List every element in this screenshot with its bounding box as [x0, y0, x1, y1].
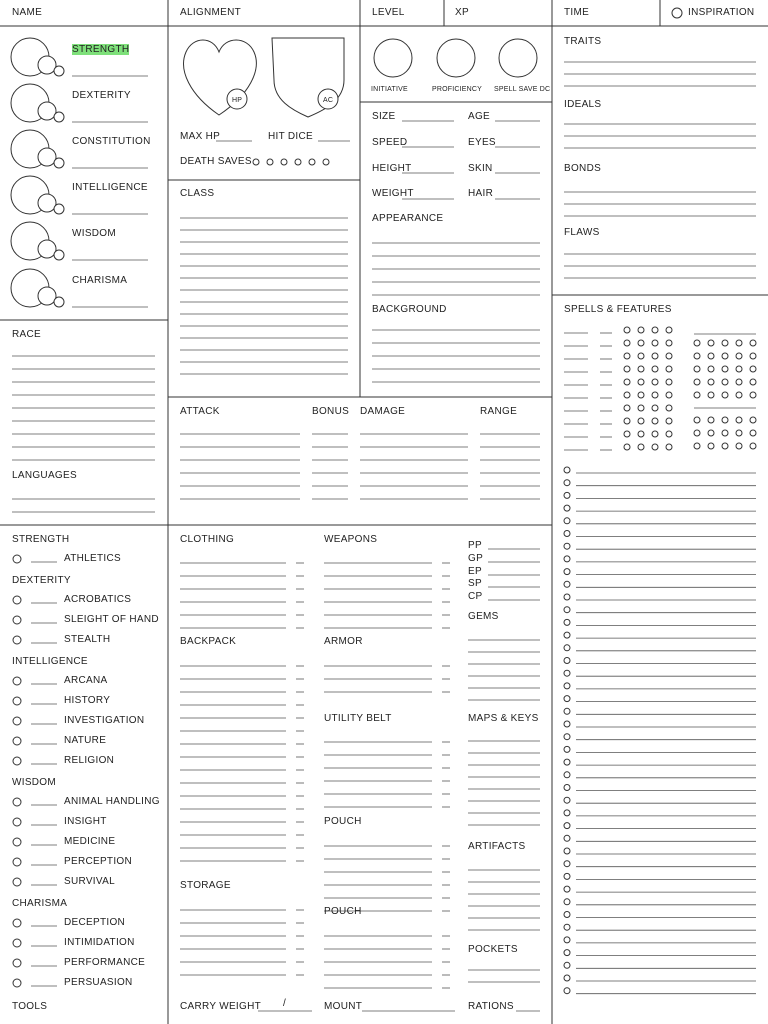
spell-prepared-circle[interactable]: [564, 975, 570, 981]
attack-label: ATTACK: [180, 406, 220, 417]
spell-prepared-circle[interactable]: [564, 772, 570, 778]
spell-prepared-circle[interactable]: [564, 924, 570, 930]
spell-slot-circle[interactable]: [722, 379, 728, 385]
inspiration-checkbox[interactable]: [672, 8, 682, 18]
spell-prepared-circle[interactable]: [564, 581, 570, 587]
spell-prepared-circle[interactable]: [564, 531, 570, 537]
spell-slot-circle[interactable]: [638, 366, 644, 372]
spell-slot-circle[interactable]: [750, 379, 756, 385]
spell-prepared-circle[interactable]: [564, 467, 570, 473]
clothing-label: CLOTHING: [180, 534, 235, 545]
spell-slot-circle[interactable]: [666, 392, 672, 398]
spell-prepared-circle[interactable]: [564, 734, 570, 740]
skin-label: SKIN: [468, 163, 493, 174]
coin-gp: GP: [468, 553, 484, 564]
spell-prepared-circle[interactable]: [564, 492, 570, 498]
ability-modifier-circle: [38, 194, 56, 212]
spell-slot-circle[interactable]: [736, 417, 742, 423]
skill-group-wisdom: WISDOM: [12, 777, 57, 788]
spell-prepared-circle[interactable]: [564, 797, 570, 803]
level-label: LEVEL: [372, 7, 405, 18]
age-label: AGE: [468, 111, 491, 122]
background-label: BACKGROUND: [372, 304, 447, 315]
ability-modifier-circle: [38, 102, 56, 120]
hp-label: HP: [232, 97, 243, 104]
ability-intelligence: INTELLIGENCE: [72, 182, 148, 193]
spell-slot-circle[interactable]: [736, 443, 742, 449]
carry-weight-separator: /: [283, 998, 287, 1009]
initiative-circle: [374, 39, 412, 77]
skill-proficiency-circle[interactable]: [13, 717, 21, 725]
skill-proficiency-circle[interactable]: [13, 636, 21, 644]
maps-keys-label: MAPS & KEYS: [468, 713, 539, 724]
skill-deception: DECEPTION: [64, 917, 126, 928]
spell-prepared-circle[interactable]: [564, 696, 570, 702]
skill-proficiency-circle[interactable]: [13, 838, 21, 846]
skill-acrobatics: ACROBATICS: [64, 594, 132, 605]
spell-slot-circle[interactable]: [666, 379, 672, 385]
spell-slot-circle[interactable]: [722, 430, 728, 436]
class-label: CLASS: [180, 188, 215, 199]
xp-label: XP: [455, 7, 469, 18]
spell-prepared-circle[interactable]: [564, 658, 570, 664]
spell-prepared-circle[interactable]: [564, 594, 570, 600]
spell-slot-circle[interactable]: [638, 431, 644, 437]
spell-slot-circle[interactable]: [624, 366, 630, 372]
spell-slot-circle[interactable]: [750, 366, 756, 372]
spell-slot-circle[interactable]: [694, 353, 700, 359]
spell-slot-circle[interactable]: [694, 443, 700, 449]
flaws-label: FLAWS: [564, 227, 600, 238]
ability-charisma: CHARISMA: [72, 275, 128, 286]
spell-slot-circle[interactable]: [708, 353, 714, 359]
spell-slot-circle[interactable]: [638, 327, 644, 333]
spell-prepared-circle[interactable]: [564, 607, 570, 613]
spell-slot-circle[interactable]: [624, 327, 630, 333]
spell-prepared-circle[interactable]: [564, 988, 570, 994]
spell-slot-circle[interactable]: [638, 340, 644, 346]
skill-insight: INSIGHT: [64, 816, 107, 827]
max-hp-label: MAX HP: [180, 131, 221, 142]
weight-label: WEIGHT: [372, 188, 414, 199]
spell-slot-circle[interactable]: [624, 379, 630, 385]
spell-slot-circle[interactable]: [638, 379, 644, 385]
skill-arcana: ARCANA: [64, 675, 108, 686]
skill-proficiency-circle[interactable]: [13, 697, 21, 705]
ability-save-circle: [54, 112, 64, 122]
spell-slot-circle[interactable]: [624, 340, 630, 346]
backpack-label: BACKPACK: [180, 636, 237, 647]
spell-slot-circle[interactable]: [666, 340, 672, 346]
ability-modifier-circle: [38, 240, 56, 258]
skill-group-strength: STRENGTH: [12, 534, 70, 545]
death-saves-label: DEATH SAVES: [180, 156, 252, 167]
skill-group-charisma: CHARISMA: [12, 898, 68, 909]
spell-slot-circle[interactable]: [708, 392, 714, 398]
spell-prepared-circle[interactable]: [564, 480, 570, 486]
spell-save-label: SPELL SAVE DC: [494, 86, 551, 93]
spell-prepared-circle[interactable]: [564, 950, 570, 956]
spell-prepared-circle[interactable]: [564, 569, 570, 575]
death-save-circle[interactable]: [253, 159, 259, 165]
spell-slot-circle[interactable]: [708, 430, 714, 436]
skill-intimidation: INTIMIDATION: [64, 937, 135, 948]
ability-constitution: CONSTITUTION: [72, 136, 151, 147]
spell-prepared-circle[interactable]: [564, 505, 570, 511]
spell-prepared-circle[interactable]: [564, 683, 570, 689]
skill-group-dexterity: DEXTERITY: [12, 575, 71, 586]
bonds-label: BONDS: [564, 163, 602, 174]
spell-slot-circle[interactable]: [750, 353, 756, 359]
spell-slot-circle[interactable]: [736, 353, 742, 359]
ideals-label: IDEALS: [564, 99, 602, 110]
time-label: TIME: [564, 7, 590, 18]
spell-slot-circle[interactable]: [638, 418, 644, 424]
spell-slot-circle[interactable]: [722, 340, 728, 346]
spell-prepared-circle[interactable]: [564, 632, 570, 638]
spell-prepared-circle[interactable]: [564, 518, 570, 524]
storage-label: STORAGE: [180, 880, 231, 891]
spell-slot-circle[interactable]: [652, 353, 658, 359]
skill-proficiency-circle[interactable]: [13, 818, 21, 826]
ability-save-circle: [54, 204, 64, 214]
skill-perception: PERCEPTION: [64, 856, 133, 867]
spell-slot-circle[interactable]: [694, 417, 700, 423]
spell-prepared-circle[interactable]: [564, 670, 570, 676]
skill-religion: RELIGION: [64, 755, 115, 766]
spell-slot-circle[interactable]: [666, 418, 672, 424]
skill-proficiency-circle[interactable]: [13, 878, 21, 886]
skill-medicine: MEDICINE: [64, 836, 116, 847]
skill-proficiency-circle[interactable]: [13, 939, 21, 947]
spell-slot-circle[interactable]: [666, 444, 672, 450]
rations-label: RATIONS: [468, 1001, 514, 1012]
spell-slot-circle[interactable]: [722, 366, 728, 372]
pockets-label: POCKETS: [468, 944, 518, 955]
spell-slot-circle[interactable]: [624, 405, 630, 411]
skill-proficiency-circle[interactable]: [13, 757, 21, 765]
spell-slot-circle[interactable]: [652, 379, 658, 385]
range-label: RANGE: [480, 406, 518, 417]
spell-slot-circle[interactable]: [736, 392, 742, 398]
spell-slot-circle[interactable]: [722, 417, 728, 423]
ability-modifier-circle: [38, 148, 56, 166]
ability-save-circle: [54, 250, 64, 260]
ability-wisdom: WISDOM: [72, 228, 117, 239]
carry-weight-label: CARRY WEIGHT: [180, 1001, 262, 1012]
skill-investigation: INVESTIGATION: [64, 715, 145, 726]
ability-dexterity: DEXTERITY: [72, 90, 131, 101]
spell-slot-circle[interactable]: [694, 366, 700, 372]
spell-prepared-circle[interactable]: [564, 785, 570, 791]
mount-label: MOUNT: [324, 1001, 363, 1012]
skill-proficiency-circle[interactable]: [13, 737, 21, 745]
spell-prepared-circle[interactable]: [564, 861, 570, 867]
skill-stealth: STEALTH: [64, 634, 111, 645]
spell-prepared-circle[interactable]: [564, 759, 570, 765]
proficiency-circle: [437, 39, 475, 77]
height-label: HEIGHT: [372, 163, 412, 174]
skill-proficiency-circle[interactable]: [13, 677, 21, 685]
pouch-label-1: POUCH: [324, 816, 362, 827]
ability-modifier-circle: [38, 56, 56, 74]
spell-slot-circle[interactable]: [722, 443, 728, 449]
spell-slot-circle[interactable]: [652, 444, 658, 450]
spell-slot-circle[interactable]: [624, 418, 630, 424]
hair-label: HAIR: [468, 188, 494, 199]
spell-prepared-circle[interactable]: [564, 810, 570, 816]
armor-label: ARMOR: [324, 636, 363, 647]
spell-slot-circle[interactable]: [736, 340, 742, 346]
spell-slot-circle[interactable]: [666, 366, 672, 372]
spell-slot-circle[interactable]: [666, 353, 672, 359]
death-save-circle[interactable]: [267, 159, 273, 165]
ability-modifier-circle: [38, 287, 56, 305]
spell-slot-circle[interactable]: [708, 443, 714, 449]
eyes-label: EYES: [468, 137, 496, 148]
skill-group-intelligence: INTELLIGENCE: [12, 656, 88, 667]
skill-proficiency-circle[interactable]: [13, 979, 21, 987]
race-label: RACE: [12, 329, 41, 340]
spell-slot-circle[interactable]: [736, 366, 742, 372]
weapons-label: WEAPONS: [324, 534, 378, 545]
ability-save-circle: [54, 66, 64, 76]
coin-ep: EP: [468, 566, 482, 577]
tools-label: TOOLS: [12, 1001, 48, 1012]
skill-proficiency-circle[interactable]: [13, 959, 21, 967]
spell-prepared-circle[interactable]: [564, 937, 570, 943]
death-save-circle[interactable]: [323, 159, 329, 165]
spell-slot-circle[interactable]: [652, 405, 658, 411]
spell-slot-circle[interactable]: [750, 430, 756, 436]
spell-slot-circle[interactable]: [624, 392, 630, 398]
skill-athletics: ATHLETICS: [64, 553, 121, 564]
spell-prepared-circle[interactable]: [564, 556, 570, 562]
inspiration-label: INSPIRATION: [688, 7, 755, 18]
spell-prepared-circle[interactable]: [564, 823, 570, 829]
initiative-label: INITIATIVE: [371, 86, 408, 93]
gems-label: GEMS: [468, 611, 499, 622]
coin-sp: SP: [468, 578, 482, 589]
spell-prepared-circle[interactable]: [564, 619, 570, 625]
skill-proficiency-circle[interactable]: [13, 616, 21, 624]
spell-prepared-circle[interactable]: [564, 962, 570, 968]
spell-slot-circle[interactable]: [708, 340, 714, 346]
spell-slot-circle[interactable]: [750, 417, 756, 423]
pouch-label-2: POUCH: [324, 906, 362, 917]
spell-slot-circle[interactable]: [652, 392, 658, 398]
skill-nature: NATURE: [64, 735, 107, 746]
speed-label: SPEED: [372, 137, 408, 148]
spell-prepared-circle[interactable]: [564, 899, 570, 905]
spell-slot-circle[interactable]: [652, 327, 658, 333]
damage-label: DAMAGE: [360, 406, 406, 417]
spell-slot-circle[interactable]: [638, 444, 644, 450]
skill-survival: SURVIVAL: [64, 876, 115, 887]
spell-prepared-circle[interactable]: [564, 708, 570, 714]
skill-proficiency-circle[interactable]: [13, 919, 21, 927]
spell-slot-circle[interactable]: [666, 327, 672, 333]
spell-slot-circle[interactable]: [666, 405, 672, 411]
death-save-circle[interactable]: [309, 159, 315, 165]
skill-persuasion: PERSUASION: [64, 977, 133, 988]
spell-slot-circle[interactable]: [736, 379, 742, 385]
skill-proficiency-circle[interactable]: [13, 596, 21, 604]
coin-cp: CP: [468, 591, 483, 602]
ability-save-circle: [54, 158, 64, 168]
spell-slot-circle[interactable]: [750, 340, 756, 346]
spell-slot-circle[interactable]: [652, 340, 658, 346]
alignment-label: ALIGNMENT: [180, 7, 242, 18]
spell-slot-circle[interactable]: [624, 431, 630, 437]
spell-prepared-circle[interactable]: [564, 835, 570, 841]
ability-strength: [72, 44, 129, 56]
artifacts-label: ARTIFACTS: [468, 841, 526, 852]
appearance-label: APPEARANCE: [372, 213, 444, 224]
spell-slot-circle[interactable]: [708, 366, 714, 372]
spell-slot-circle[interactable]: [624, 353, 630, 359]
spell-slot-circle[interactable]: [638, 405, 644, 411]
spell-slot-circle[interactable]: [750, 392, 756, 398]
spell-slot-circle[interactable]: [652, 366, 658, 372]
skill-proficiency-circle[interactable]: [13, 798, 21, 806]
spell-slot-circle[interactable]: [750, 443, 756, 449]
spell-prepared-circle[interactable]: [564, 873, 570, 879]
coin-pp: PP: [468, 540, 482, 551]
spell-slot-circle[interactable]: [638, 392, 644, 398]
spell-prepared-circle[interactable]: [564, 721, 570, 727]
spell-prepared-circle[interactable]: [564, 543, 570, 549]
death-save-circle[interactable]: [295, 159, 301, 165]
death-save-circle[interactable]: [281, 159, 287, 165]
skill-performance: PERFORMANCE: [64, 957, 146, 968]
skill-history: HISTORY: [64, 695, 111, 706]
spell-prepared-circle[interactable]: [564, 848, 570, 854]
bonus-label: BONUS: [312, 406, 350, 417]
spell-slot-circle[interactable]: [722, 353, 728, 359]
spell-slot-circle[interactable]: [708, 417, 714, 423]
size-label: SIZE: [372, 111, 396, 122]
spell-prepared-circle[interactable]: [564, 912, 570, 918]
spell-slot-circle[interactable]: [694, 340, 700, 346]
languages-label: LANGUAGES: [12, 470, 77, 481]
spells-features-label: SPELLS & FEATURES: [564, 304, 672, 315]
spell-slot-circle[interactable]: [652, 431, 658, 437]
traits-label: TRAITS: [564, 36, 602, 47]
spell-slot-circle[interactable]: [624, 444, 630, 450]
skill-sleight-of-hand: SLEIGHT OF HAND: [64, 614, 159, 625]
skill-proficiency-circle[interactable]: [13, 858, 21, 866]
spell-slot-circle[interactable]: [694, 430, 700, 436]
ability-strength-highlight: STRENGTH: [72, 44, 130, 55]
hit-dice-label: HIT DICE: [268, 131, 313, 142]
ability-save-circle: [54, 297, 64, 307]
name-label: NAME: [12, 7, 43, 18]
spell-slot-circle[interactable]: [708, 379, 714, 385]
skill-animal-handling: ANIMAL HANDLING: [64, 796, 160, 807]
spell-prepared-circle[interactable]: [564, 645, 570, 651]
spell-slot-circle[interactable]: [652, 418, 658, 424]
spell-slot-circle[interactable]: [722, 392, 728, 398]
spell-prepared-circle[interactable]: [564, 886, 570, 892]
spell-prepared-circle[interactable]: [564, 746, 570, 752]
spell-slot-circle[interactable]: [736, 430, 742, 436]
utility-belt-label: UTILITY BELT: [324, 713, 392, 724]
skill-proficiency-circle[interactable]: [13, 555, 21, 563]
spell-slot-circle[interactable]: [666, 431, 672, 437]
spell-slot-circle[interactable]: [638, 353, 644, 359]
ac-label: AC: [323, 97, 334, 104]
spell-slot-circle[interactable]: [694, 379, 700, 385]
proficiency-label: PROFICIENCY: [432, 86, 483, 93]
spell-slot-circle[interactable]: [694, 392, 700, 398]
spell-save-circle: [499, 39, 537, 77]
